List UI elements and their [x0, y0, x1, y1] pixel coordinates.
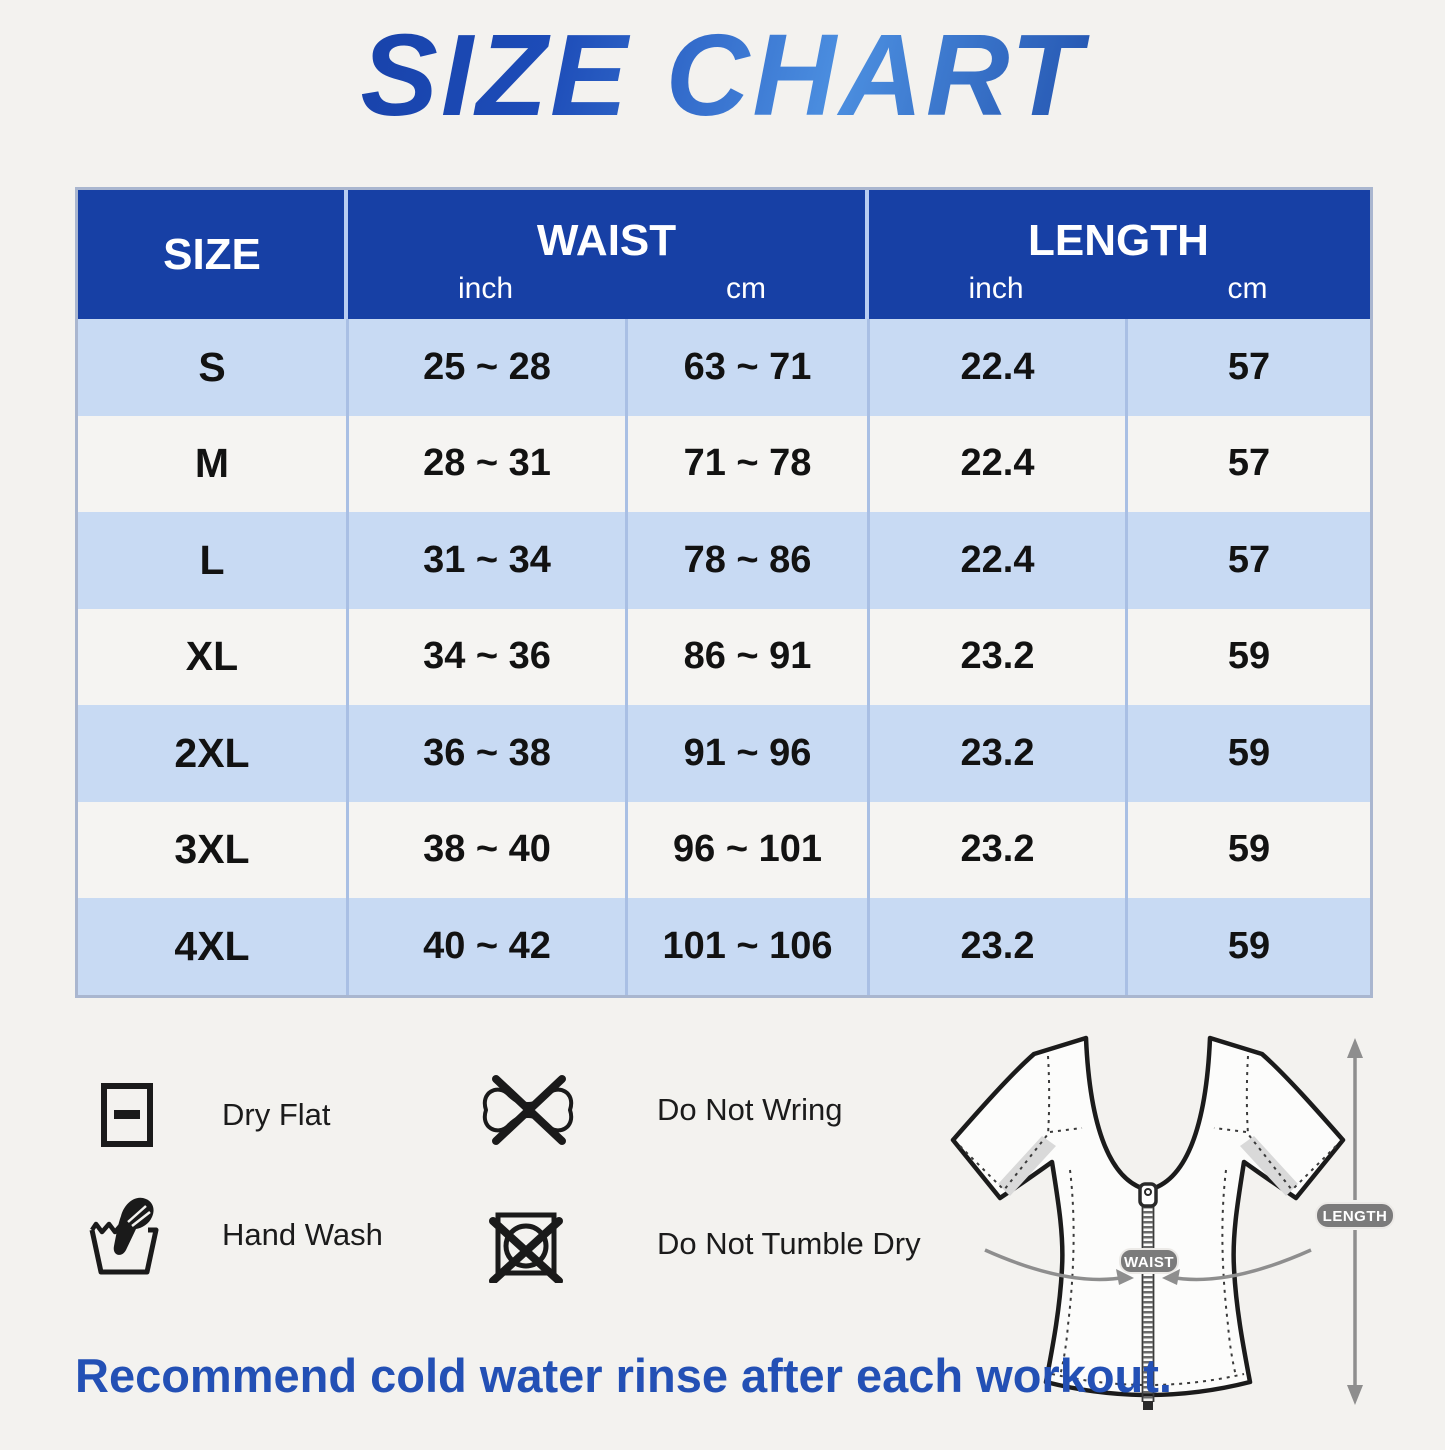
cell-length-cm: 57 — [1125, 319, 1370, 416]
cell-length-cm: 57 — [1125, 512, 1370, 609]
header-length-cm: cm — [1227, 271, 1268, 305]
header-length-inch: inch — [968, 271, 1024, 305]
do-not-tumble-dry-icon — [487, 1205, 565, 1283]
cell-length-inch: 22.4 — [867, 512, 1125, 609]
do-not-wring-icon — [478, 1074, 578, 1146]
cell-waist-cm: 91 ~ 96 — [625, 705, 867, 802]
cell-waist-cm: 96 ~ 101 — [625, 802, 867, 899]
care-item-do-not-wring — [478, 1074, 843, 1146]
cell-waist-inch: 28 ~ 31 — [346, 416, 625, 513]
cell-length-inch: 22.4 — [867, 416, 1125, 513]
length-arrowhead-top — [1347, 1038, 1363, 1058]
table-row — [78, 898, 1370, 995]
size-table — [75, 187, 1373, 998]
cell-length-inch: 23.2 — [867, 898, 1125, 995]
table-row — [78, 609, 1370, 706]
cell-waist-inch: 31 ~ 34 — [346, 512, 625, 609]
footer-note: Recommend cold water rinse after each workout. — [75, 1349, 1172, 1402]
care-label: Do Not Wring — [657, 1092, 843, 1127]
cell-size: M — [194, 440, 230, 487]
header-waist-inch: inch — [457, 271, 514, 305]
cell-length-cm: 59 — [1125, 609, 1370, 706]
care-label: Hand Wash — [222, 1217, 383, 1252]
cell-length-inch: 23.2 — [867, 802, 1125, 899]
table-row — [78, 319, 1370, 416]
cell-waist-inch: 38 ~ 40 — [346, 802, 625, 899]
cell-size: 4XL — [174, 922, 250, 969]
cell-length-cm: 59 — [1125, 802, 1370, 899]
cell-length-inch: 22.4 — [867, 319, 1125, 416]
care-item-hand-wash — [88, 1192, 383, 1278]
cell-waist-cm: 78 ~ 86 — [625, 512, 867, 609]
cell-size: S — [198, 343, 226, 390]
cell-length-inch: 23.2 — [867, 705, 1125, 802]
length-badge-label: LENGTH — [1322, 1208, 1388, 1225]
cell-size: 3XL — [174, 826, 250, 873]
cell-waist-inch: 40 ~ 42 — [346, 898, 625, 995]
hand-wash-icon — [88, 1192, 160, 1278]
care-label: Do Not Tumble Dry — [657, 1226, 921, 1261]
cell-waist-cm: 101 ~ 106 — [625, 898, 867, 995]
size-table-header — [78, 190, 1370, 319]
cell-size: 2XL — [174, 729, 250, 776]
header-length: LENGTH — [1028, 216, 1209, 265]
cell-length-cm: 59 — [1125, 898, 1370, 995]
care-item-dry-flat — [100, 1082, 331, 1148]
header-size: SIZE — [163, 229, 261, 279]
cell-waist-inch: 34 ~ 36 — [346, 609, 625, 706]
table-row — [78, 512, 1370, 609]
cell-waist-inch: 36 ~ 38 — [346, 705, 625, 802]
length-arrowhead-bottom — [1347, 1385, 1363, 1405]
header-divider — [865, 190, 869, 319]
cell-size: XL — [185, 633, 239, 680]
waist-badge-label: WAIST — [1124, 1254, 1174, 1271]
cell-length-cm: 59 — [1125, 705, 1370, 802]
table-row — [78, 416, 1370, 513]
cell-waist-cm: 71 ~ 78 — [625, 416, 867, 513]
dry-flat-icon — [100, 1082, 154, 1148]
cell-waist-cm: 86 ~ 91 — [625, 609, 867, 706]
cell-length-inch: 23.2 — [867, 609, 1125, 706]
table-row — [78, 705, 1370, 802]
care-item-do-not-tumble-dry — [487, 1205, 921, 1283]
page-title: SIZE CHART — [0, 8, 1445, 142]
header-waist-cm: cm — [726, 271, 766, 305]
cell-waist-cm: 63 ~ 71 — [625, 319, 867, 416]
cell-length-cm: 57 — [1125, 416, 1370, 513]
cell-size: L — [199, 536, 225, 583]
table-row — [78, 802, 1370, 899]
care-label: Dry Flat — [222, 1097, 331, 1132]
header-waist: WAIST — [536, 216, 677, 265]
cell-waist-inch: 25 ~ 28 — [346, 319, 625, 416]
header-divider — [344, 190, 348, 319]
